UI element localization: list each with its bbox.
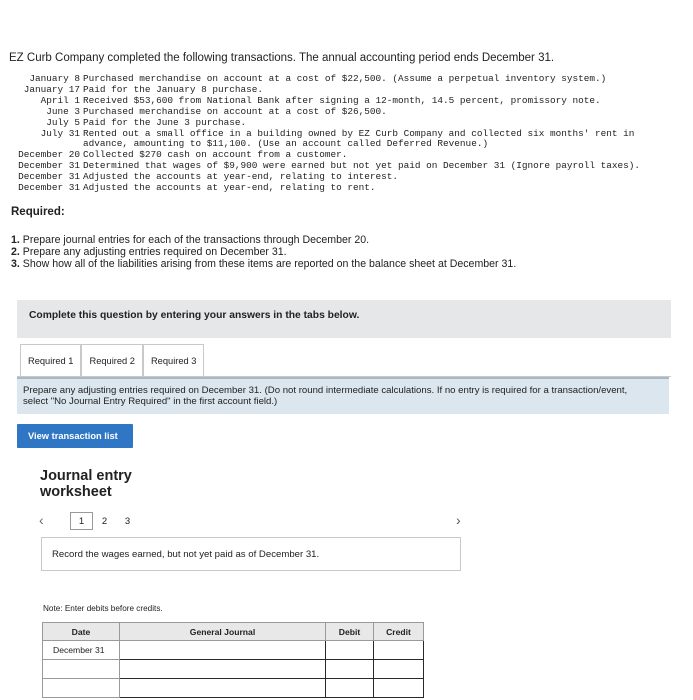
- required-item-text: Prepare journal entries for each of the transactions through December 20.: [22, 234, 370, 246]
- tab-required-3[interactable]: Required 3: [143, 344, 204, 377]
- transaction-date: December 20: [18, 149, 80, 161]
- instruction-box: [17, 377, 669, 414]
- transaction-date: December 31: [18, 182, 80, 194]
- transaction-date: April 1: [40, 94, 80, 106]
- transaction-description: Collected $270 cash on account from a customer.: [83, 149, 348, 161]
- transaction-date: July 31: [40, 127, 80, 139]
- required-item-text: Prepare any adjusting entries required on December 31.: [22, 246, 287, 258]
- worksheet-pager: [70, 512, 139, 530]
- page-1[interactable]: 1: [70, 512, 93, 530]
- requirement-tabs: [20, 344, 204, 377]
- transaction-description: Purchased merchandise on account at a cost of $22,500. (Assume a perpetual inventory system.): [83, 73, 607, 84]
- view-transaction-list-button[interactable]: View transaction list: [17, 424, 133, 448]
- transaction-description: Adjusted the accounts at year-end, relating to interest.: [83, 171, 399, 183]
- journal-account-cell[interactable]: [120, 660, 326, 679]
- journal-debit-cell[interactable]: [326, 660, 374, 679]
- transaction-date: June 3: [46, 105, 80, 117]
- required-heading: Required:: [11, 206, 65, 218]
- transaction-description: Determined that wages of $9,900 were earned but not yet paid on December 31 (Ignore payroll taxes).: [83, 160, 640, 172]
- journal-account-cell[interactable]: [120, 679, 326, 698]
- journal-date-cell: [43, 679, 120, 698]
- journal-debit-cell[interactable]: [326, 679, 374, 698]
- transaction-description: Adjusted the accounts at year-end, relating to rent.: [83, 182, 376, 194]
- required-item: [11, 258, 516, 270]
- transaction-list: [0, 74, 640, 194]
- worksheet-title-line2: worksheet: [40, 484, 112, 500]
- column-header-debit: Debit: [326, 623, 374, 641]
- journal-credit-cell[interactable]: [374, 679, 424, 698]
- transaction-row: [0, 118, 640, 129]
- transaction-row: [0, 107, 640, 118]
- journal-row: [43, 660, 424, 679]
- banner-text: Complete this question by entering your answers in the tabs below.: [29, 310, 360, 321]
- transaction-description: Purchased merchandise on account at a cost of $26,500.: [83, 105, 387, 117]
- worksheet-title-line1: Journal entry: [40, 468, 132, 484]
- transaction-description: advance, amounting to $11,100. (Use an account called Deferred Revenue.): [83, 138, 489, 150]
- transaction-date: January 17: [23, 83, 80, 95]
- transaction-description: Rented out a small office in a building owned by EZ Curb Company and collected six months' rent in: [83, 127, 635, 139]
- chevron-left-icon[interactable]: ‹: [39, 512, 44, 528]
- required-item: [11, 246, 516, 258]
- journal-credit-cell[interactable]: [374, 641, 424, 660]
- journal-header-row: [43, 623, 424, 641]
- tab-required-2[interactable]: Required 2: [81, 344, 142, 377]
- journal-date-cell: [43, 660, 120, 679]
- entry-description-box: [41, 537, 461, 571]
- required-list: [11, 234, 516, 270]
- chevron-right-icon[interactable]: ›: [456, 512, 461, 528]
- transaction-date: July 5: [46, 116, 80, 128]
- required-item-text: Show how all of the liabilities arising from these items are reported on the balance sheet at December 31.: [22, 258, 517, 270]
- transaction-description: Received $53,600 from National Bank after signing a 12-month, 14.5 percent, promissory note.: [83, 94, 601, 106]
- transaction-row: [0, 183, 640, 194]
- instruction-text: Prepare any adjusting entries required on December 31. (Do not round intermediate calculations. If no entry is required for a transaction/event, select "No Journal Entry Required" in the first account field.): [23, 385, 628, 407]
- transaction-date: December 31: [18, 160, 80, 172]
- journal-row: [43, 679, 424, 698]
- transaction-description: Paid for the January 8 purchase.: [83, 83, 264, 95]
- column-header-credit: Credit: [374, 623, 424, 641]
- transaction-description: Paid for the June 3 purchase.: [83, 116, 247, 128]
- debits-note: Note: Enter debits before credits.: [43, 604, 163, 613]
- required-item-number: 3.: [11, 258, 20, 270]
- required-item-number: 2.: [11, 246, 20, 258]
- required-item-number: 1.: [11, 234, 20, 246]
- page-2[interactable]: 2: [101, 515, 108, 527]
- problem-intro: EZ Curb Company completed the following transactions. The annual accounting period ends December 31.: [9, 52, 555, 64]
- worksheet-title: [40, 468, 132, 500]
- journal-entry-table: [42, 622, 424, 698]
- page-3[interactable]: 3: [124, 515, 131, 527]
- column-header-general-journal: General Journal: [120, 623, 326, 641]
- column-header-date: Date: [43, 623, 120, 641]
- journal-account-cell[interactable]: [120, 641, 326, 660]
- journal-credit-cell[interactable]: [374, 660, 424, 679]
- journal-row: [43, 641, 424, 660]
- required-item: [11, 234, 516, 246]
- tab-required-1[interactable]: Required 1: [20, 344, 81, 377]
- journal-debit-cell[interactable]: [326, 641, 374, 660]
- transaction-date: January 8: [29, 73, 80, 84]
- journal-date-cell: December 31: [43, 641, 120, 660]
- transaction-date: December 31: [18, 171, 80, 183]
- entry-description: Record the wages earned, but not yet paid as of December 31.: [52, 549, 320, 560]
- complete-question-banner: [17, 300, 671, 338]
